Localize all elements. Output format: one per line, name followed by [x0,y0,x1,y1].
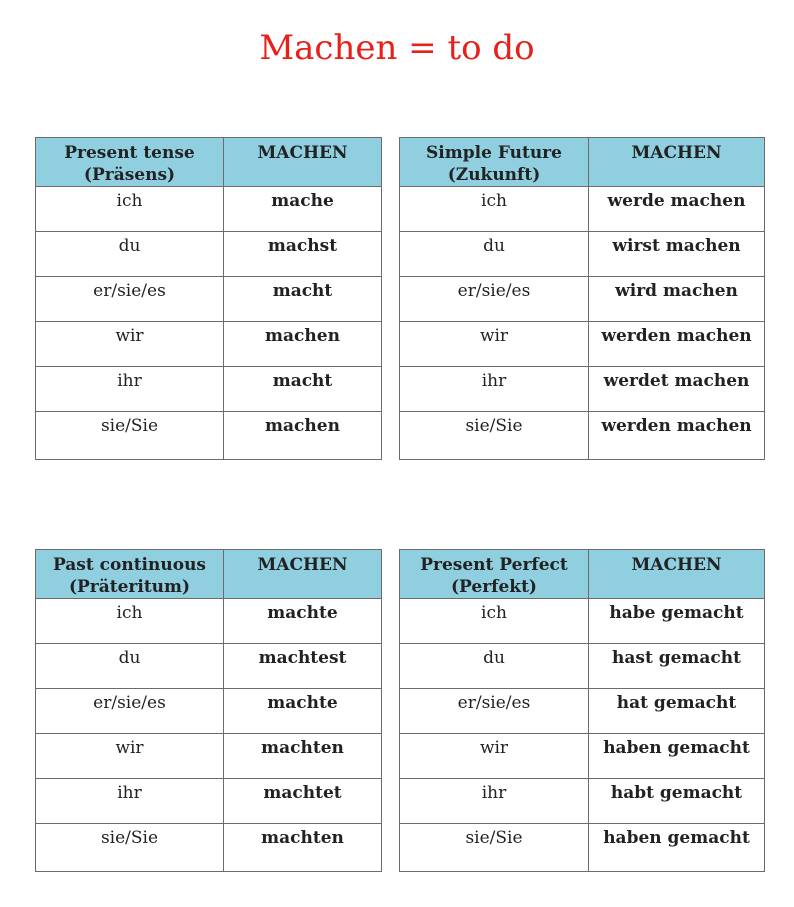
tense-header [36,550,224,599]
verb-form-cell: macht [224,367,382,412]
pronoun-cell: du [400,232,589,277]
verb-header: MACHEN [224,550,382,599]
pronoun-cell: du [400,644,589,689]
pronoun-cell: ich [400,599,589,644]
pronoun-cell: ich [36,599,224,644]
pronoun-cell: er/sie/es [400,689,589,734]
verb-form-cell: macht [224,277,382,322]
table-header-row [36,138,382,187]
pronoun-cell: er/sie/es [400,277,589,322]
tense-header [400,138,589,187]
tense-german-name: (Zukunft) [447,165,541,185]
table-row [36,367,382,412]
verb-form-cell: machten [224,734,382,779]
table-header-row [36,550,382,599]
tense-german-name: (Perfekt) [451,577,537,597]
tense-name: Simple Future [426,143,562,163]
table-row [400,599,765,644]
page-title: Machen = to do [259,28,535,68]
tense-name: Present Perfect [420,555,568,575]
tense-name: Past continuous [52,555,207,575]
verb-form-cell: machten [224,824,382,872]
verb-form-cell: werdet machen [589,367,765,412]
verb-form-cell: haben gemacht [589,734,765,779]
table-row [400,277,765,322]
verb-form-cell: machte [224,599,382,644]
pronoun-cell: sie/Sie [400,824,589,872]
table-row [36,734,382,779]
table-row [400,824,765,872]
table-row [36,232,382,277]
pronoun-cell: ihr [400,779,589,824]
pronoun-cell: ich [36,187,224,232]
table-row [400,367,765,412]
verb-form-cell: werde machen [589,187,765,232]
pronoun-cell: ihr [36,367,224,412]
pronoun-cell: sie/Sie [36,824,224,872]
table-row [36,599,382,644]
tense-german-name: (Präteritum) [68,577,191,597]
pronoun-cell: er/sie/es [36,689,224,734]
verb-form-cell: machtest [224,644,382,689]
table-row [400,644,765,689]
table-row [400,689,765,734]
verb-form-cell: machen [224,322,382,367]
verb-header: MACHEN [224,138,382,187]
verb-form-cell: machtet [224,779,382,824]
verb-form-cell: werden machen [589,412,765,460]
verb-header: MACHEN [589,550,765,599]
table-row [400,779,765,824]
pronoun-cell: ich [400,187,589,232]
verb-form-cell: hast gemacht [589,644,765,689]
table-row [36,412,382,460]
table-row [400,187,765,232]
verb-form-cell: machte [224,689,382,734]
verb-form-cell: wird machen [589,277,765,322]
verb-header: MACHEN [589,138,765,187]
pronoun-cell: sie/Sie [400,412,589,460]
present-perfect-table [399,549,765,872]
table-row [36,779,382,824]
pronoun-cell: er/sie/es [36,277,224,322]
table-row [36,187,382,232]
tense-header [400,550,589,599]
verb-form-cell: werden machen [589,322,765,367]
pronoun-cell: du [36,232,224,277]
pronoun-cell: wir [36,322,224,367]
table-row [36,644,382,689]
tense-german-name: (Präsens) [83,165,176,185]
pronoun-cell: wir [400,734,589,779]
verb-form-cell: habe gemacht [589,599,765,644]
verb-form-cell: haben gemacht [589,824,765,872]
verb-form-cell: mache [224,187,382,232]
verb-form-cell: hat gemacht [589,689,765,734]
verb-form-cell: machst [224,232,382,277]
tense-header [36,138,224,187]
table-row [36,824,382,872]
pronoun-cell: wir [36,734,224,779]
table-row [400,412,765,460]
pronoun-cell: du [36,644,224,689]
verb-form-cell: machen [224,412,382,460]
tense-name: Present tense [64,143,195,163]
table-header-row [400,550,765,599]
verb-form-cell: wirst machen [589,232,765,277]
present-tense-table [35,137,382,460]
table-row [36,322,382,367]
pronoun-cell: wir [400,322,589,367]
table-row [400,322,765,367]
simple-future-table [399,137,765,460]
table-row [400,734,765,779]
pronoun-cell: ihr [400,367,589,412]
pronoun-cell: ihr [36,779,224,824]
table-header-row [400,138,765,187]
table-row [36,277,382,322]
past-continuous-table [35,549,382,872]
pronoun-cell: sie/Sie [36,412,224,460]
table-row [36,689,382,734]
table-row [400,232,765,277]
verb-form-cell: habt gemacht [589,779,765,824]
